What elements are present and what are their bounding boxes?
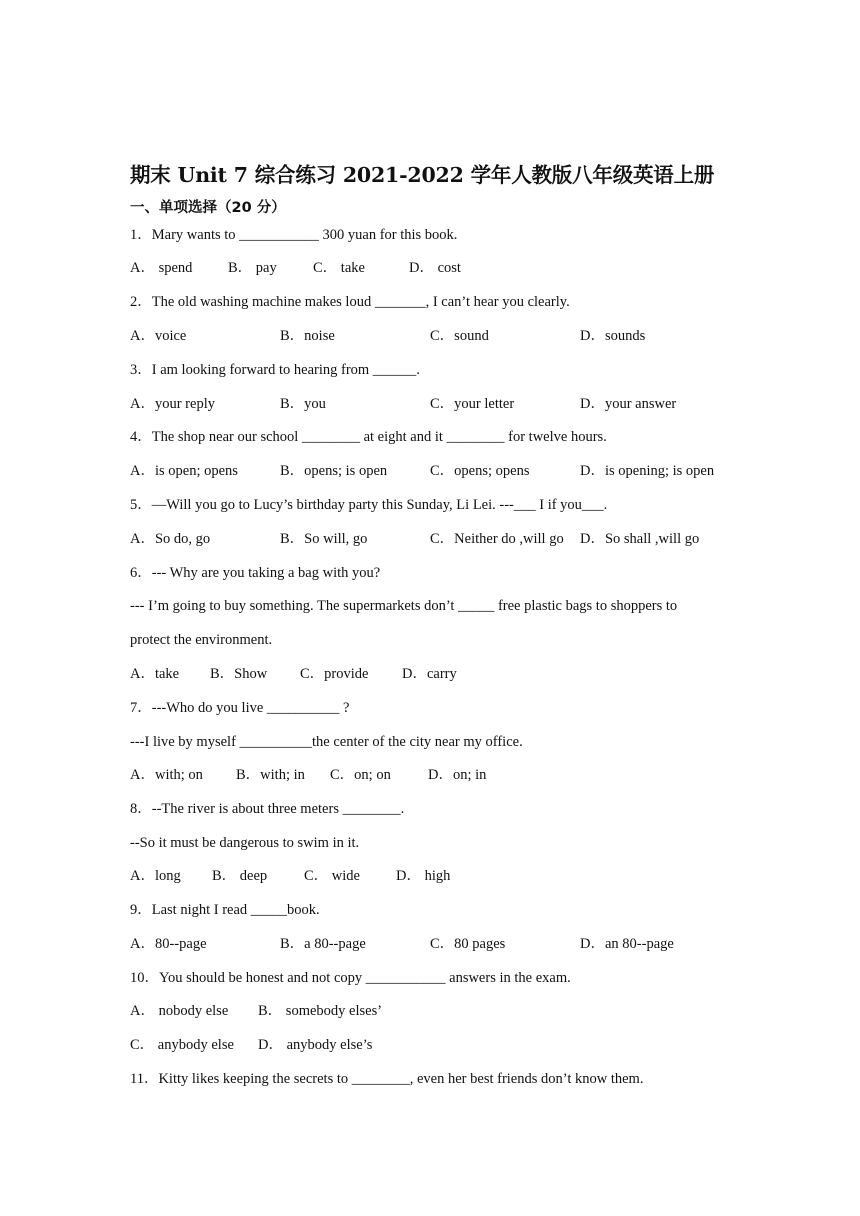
option-d: D．an 80--page bbox=[580, 936, 674, 952]
option-a: A． spend bbox=[130, 260, 193, 276]
question-1-stem: 1．Mary wants to ___________ 300 yuan for this book. bbox=[130, 227, 458, 243]
option-b: B．you bbox=[280, 396, 326, 412]
option-d: D． high bbox=[396, 868, 451, 884]
option-c: C． take bbox=[313, 260, 365, 276]
option-c: C．your letter bbox=[430, 396, 515, 412]
option-d: D．your answer bbox=[580, 396, 677, 412]
option-a: A．voice bbox=[130, 328, 187, 344]
question-7-stem: 7．---Who do you live __________ ? bbox=[130, 700, 350, 716]
option-a: A．80--page bbox=[130, 936, 207, 952]
question-10-stem: 10．You should be honest and not copy ___________ answers in the exam. bbox=[130, 970, 571, 986]
question-7-stem-line: ---I live by myself __________the center of the city near my office. bbox=[130, 734, 523, 750]
option-b: B． deep bbox=[212, 868, 268, 884]
question-11-stem: 11．Kitty likes keeping the secrets to ________, even her best friends don’t know them. bbox=[130, 1071, 644, 1087]
page-title: 期末 Unit 7 综合练习 2021-2022 学年人教版八年级英语上册 bbox=[130, 163, 715, 187]
option-b: B．a 80--page bbox=[280, 936, 366, 952]
option-b: B． pay bbox=[228, 260, 277, 276]
option-c: C．on; on bbox=[330, 767, 391, 783]
option-b: B．noise bbox=[280, 328, 335, 344]
option-d: D．on; in bbox=[428, 767, 487, 783]
option-c: C． anybody else bbox=[130, 1037, 234, 1053]
option-a: A．take bbox=[130, 666, 180, 682]
option-b: B． somebody elses’ bbox=[258, 1003, 383, 1019]
option-d: D． cost bbox=[409, 260, 461, 276]
option-d: D．is opening; is open bbox=[580, 463, 715, 479]
option-a: A．with; on bbox=[130, 767, 203, 783]
question-6-stem: 6．--- Why are you taking a bag with you? bbox=[130, 565, 381, 581]
option-a: A．is open; opens bbox=[130, 463, 238, 479]
option-b: B．Show bbox=[210, 666, 268, 682]
option-d: D．sounds bbox=[580, 328, 646, 344]
option-d: D．So shall ,will go bbox=[580, 531, 700, 547]
option-a: A．long bbox=[130, 868, 181, 884]
question-2-stem: 2．The old washing machine makes loud _______, I can’t hear you clearly. bbox=[130, 294, 570, 310]
option-c: C．Neither do ,will go bbox=[430, 531, 564, 547]
option-c: C．80 pages bbox=[430, 936, 506, 952]
option-d: D． anybody else’s bbox=[258, 1037, 373, 1053]
option-b: B．So will, go bbox=[280, 531, 368, 547]
option-a: A．So do, go bbox=[130, 531, 211, 547]
option-c: C． wide bbox=[304, 868, 360, 884]
option-a: A． nobody else bbox=[130, 1003, 229, 1019]
question-9-stem: 9．Last night I read _____book. bbox=[130, 902, 320, 918]
question-6-stem-line: protect the environment. bbox=[130, 632, 273, 648]
section-heading: 一、单项选择（20 分） bbox=[130, 200, 286, 216]
option-d: D．carry bbox=[402, 666, 457, 682]
question-5-stem: 5．—Will you go to Lucy’s birthday party this Sunday, Li Lei. ---___ I if you___. bbox=[130, 497, 608, 513]
option-b: B．with; in bbox=[236, 767, 305, 783]
question-6-stem-line: --- I’m going to buy something. The supermarkets don’t _____ free plastic bags to shoppers to bbox=[130, 598, 678, 614]
question-8-stem: 8．--The river is about three meters ________. bbox=[130, 801, 405, 817]
option-c: C．provide bbox=[300, 666, 369, 682]
option-b: B．opens; is open bbox=[280, 463, 388, 479]
option-a: A．your reply bbox=[130, 396, 215, 412]
option-c: C．opens; opens bbox=[430, 463, 530, 479]
question-3-stem: 3．I am looking forward to hearing from ______. bbox=[130, 362, 420, 378]
question-4-stem: 4．The shop near our school ________ at eight and it ________ for twelve hours. bbox=[130, 429, 607, 445]
question-8-stem-line: --So it must be dangerous to swim in it. bbox=[130, 835, 360, 851]
option-c: C．sound bbox=[430, 328, 489, 344]
